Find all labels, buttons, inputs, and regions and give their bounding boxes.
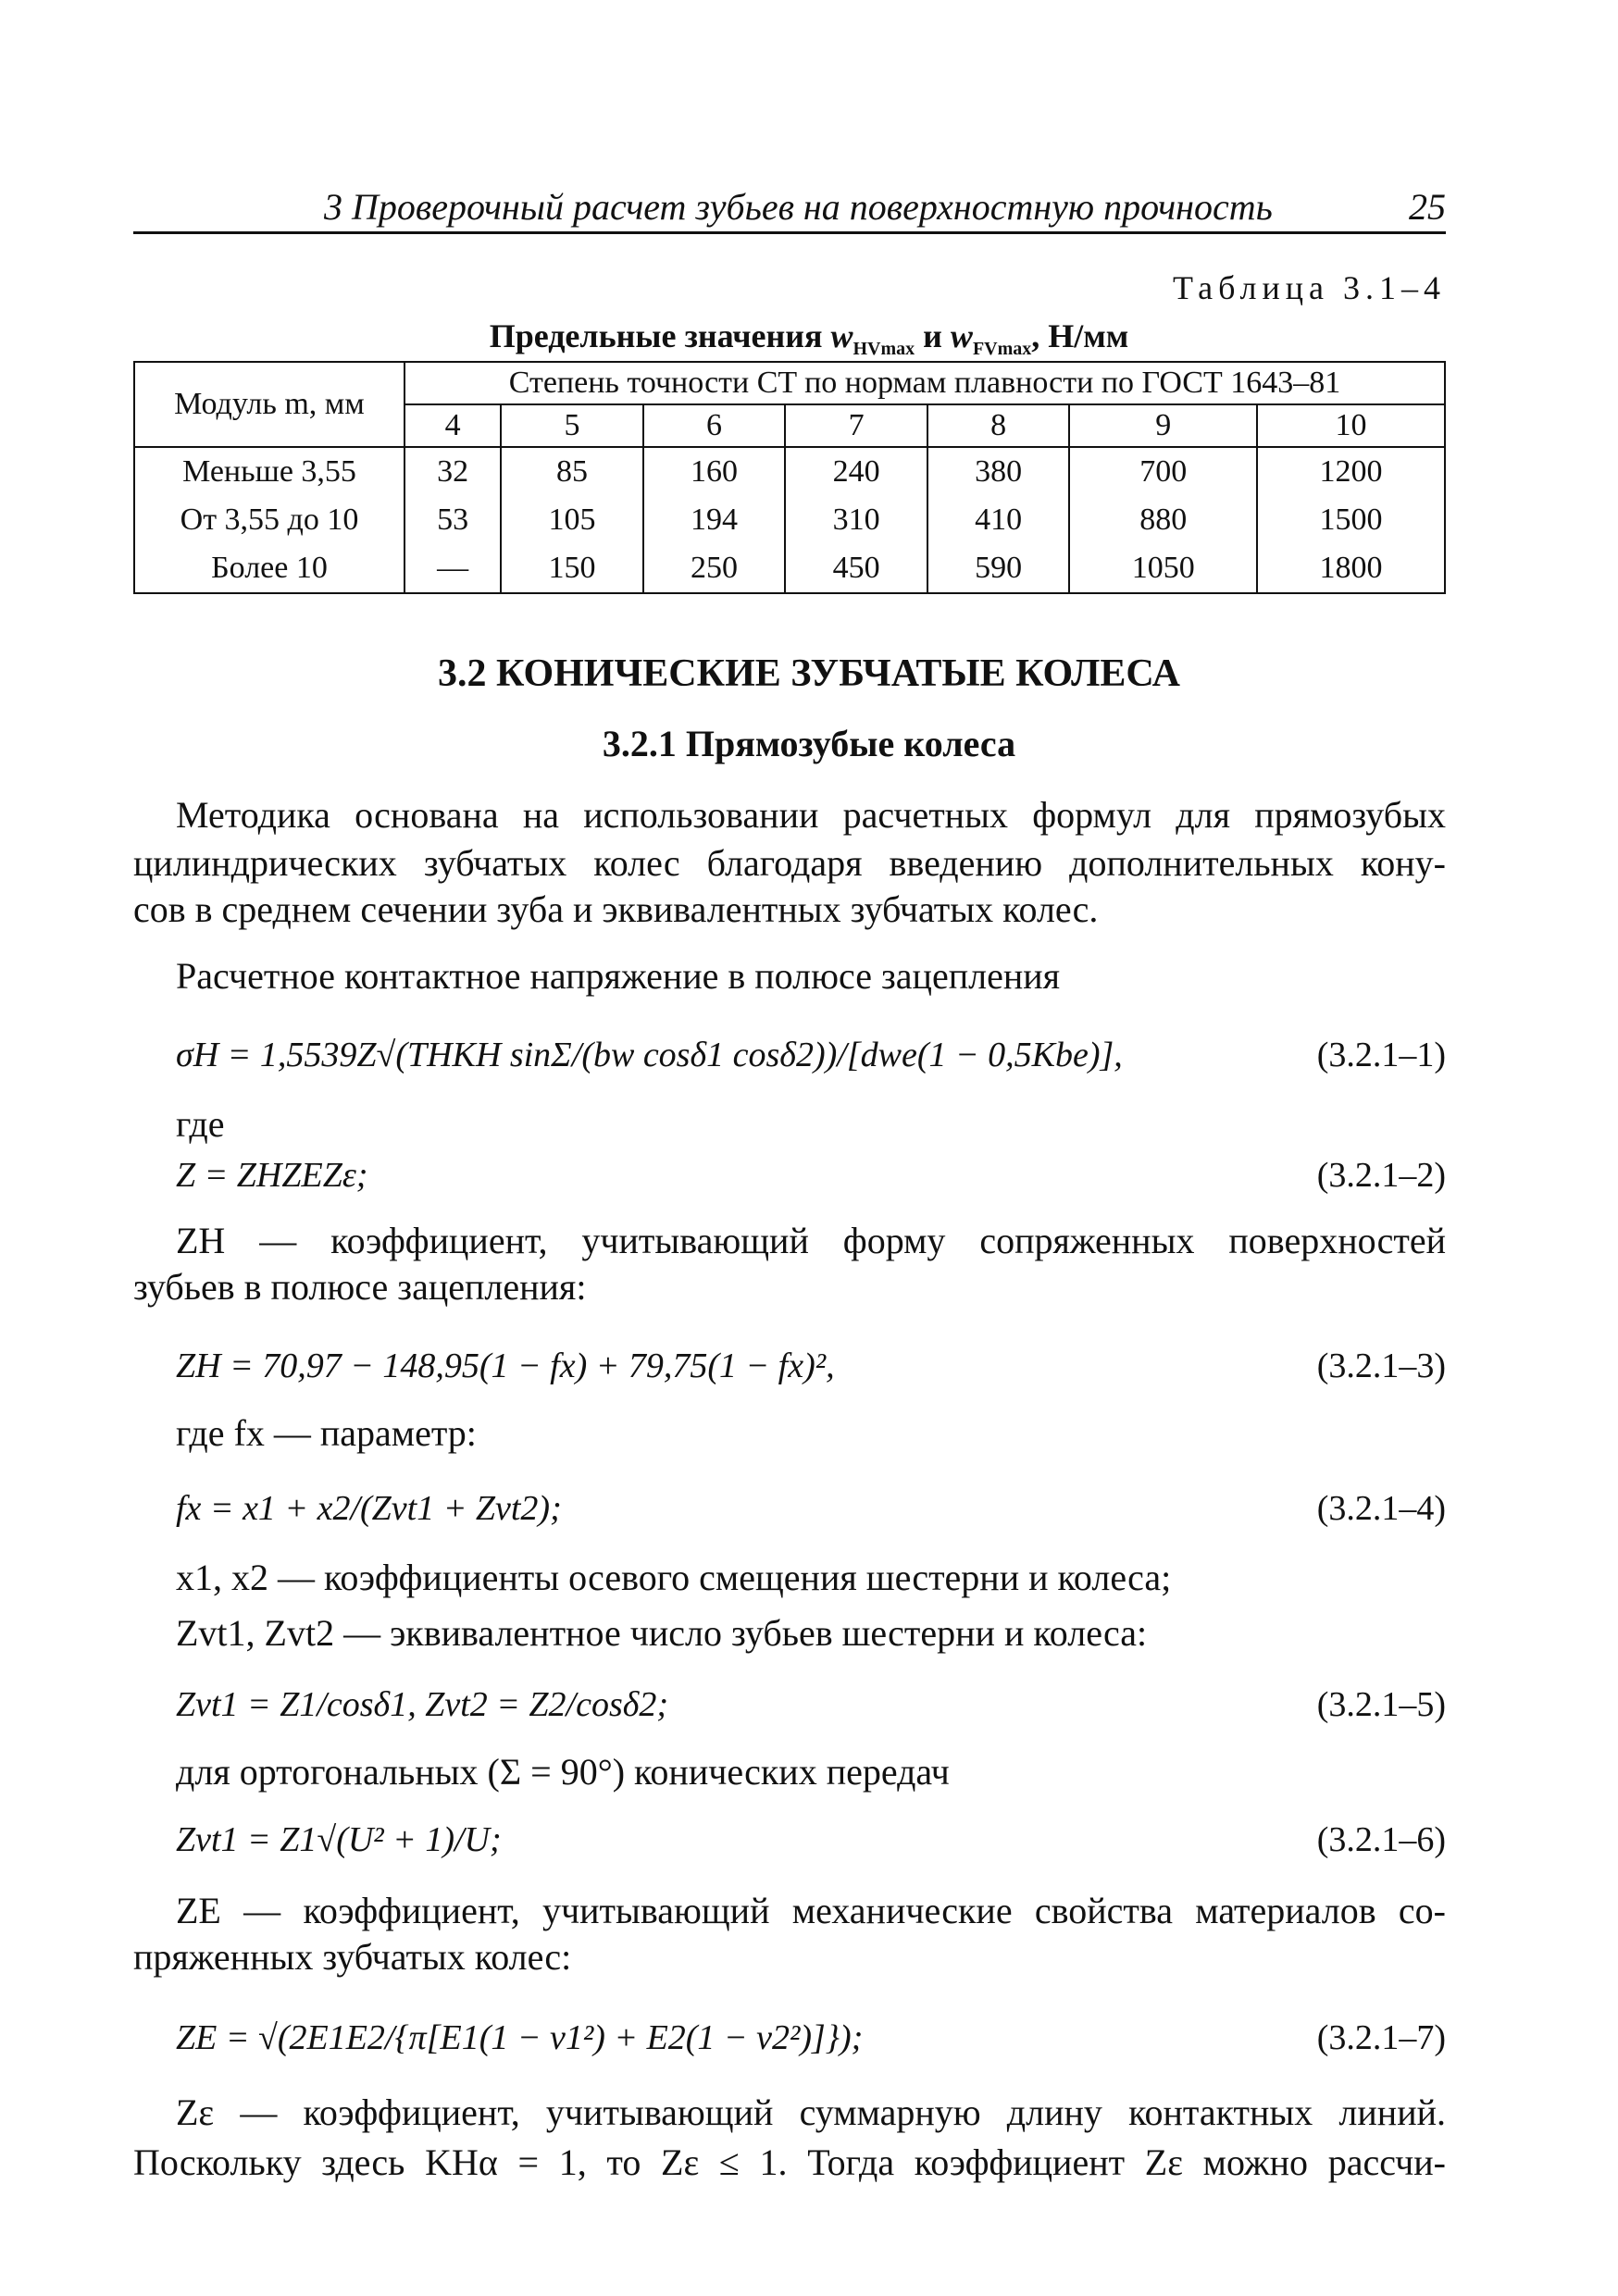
table-row [134, 496, 1445, 544]
table-label: Таблица 3.1–4 [1173, 269, 1446, 306]
equation-number: (3.2.1–2) [1316, 1156, 1446, 1195]
section-heading: 3.2 КОНИЧЕСКИЕ ЗУБЧАТЫЕ КОЛЕСА [438, 652, 1180, 695]
table-cell: 880 [1069, 496, 1257, 544]
paragraph-line: где fx — параметр: [176, 1412, 477, 1454]
equation-number: (3.2.1–5) [1316, 1685, 1446, 1724]
equation-formula: σH = 1,5539Z√(THKH sinΣ/(bw cosδ1 cosδ2))/[dwe(1 − 0,5Kbe)], [176, 1036, 1123, 1074]
equation-formula: fx = x1 + x2/(Zvt1 + Zvt2); [176, 1489, 562, 1528]
table-cell: 194 [643, 496, 786, 544]
table-cell: 150 [501, 544, 643, 593]
paragraph-line: цилиндрических зубчатых колес благодаря введению дополнительных кону- [133, 842, 1446, 884]
table-cell: — [404, 544, 501, 593]
equation-number: (3.2.1–4) [1316, 1489, 1446, 1528]
paragraph-line: x1, x2 — коэффициенты осевого смещения шестерни и колеса; [176, 1557, 1172, 1598]
table-cell: 380 [927, 447, 1070, 496]
paragraph-line: где [176, 1103, 225, 1145]
grade-cell: 4 [404, 404, 501, 447]
equation-number: (3.2.1–7) [1316, 2018, 1446, 2057]
row-label: Более 10 [134, 544, 404, 593]
header-rule [133, 231, 1446, 234]
table-cell: 1050 [1069, 544, 1257, 593]
col-header-accuracy: Степень точности CT по нормам плавности по ГОСТ 1643–81 [404, 362, 1445, 404]
paragraph-line: зубьев в полюсе зацепления: [133, 1266, 587, 1308]
table-cell: 1200 [1257, 447, 1445, 496]
equation-number: (3.2.1–3) [1316, 1347, 1446, 1385]
grade-cell: 9 [1069, 404, 1257, 447]
paragraph-line: сов в среднем сечении зуба и эквивалентных зубчатых колес. [133, 888, 1099, 930]
page-number: 25 [1409, 186, 1446, 228]
table-cell: 53 [404, 496, 501, 544]
table-cell: 32 [404, 447, 501, 496]
table-cell: 1500 [1257, 496, 1445, 544]
table-cell: 1800 [1257, 544, 1445, 593]
paragraph-line: для ортогональных (Σ = 90°) конических передач [176, 1751, 950, 1793]
paragraph-line: Zvt1, Zvt2 — эквивалентное число зубьев шестерни и колеса: [176, 1612, 1148, 1654]
equation-formula: Z = ZHZEZε; [176, 1156, 368, 1195]
limit-values-table [133, 361, 1446, 594]
grade-cell: 8 [927, 404, 1070, 447]
table-cell: 590 [927, 544, 1070, 593]
table-cell: 85 [501, 447, 643, 496]
table-cell: 160 [643, 447, 786, 496]
paragraph-line: ZH — коэффициент, учитывающий форму сопряженных поверхностей [176, 1220, 1446, 1261]
row-label: От 3,55 до 10 [134, 496, 404, 544]
paragraph-line: Поскольку здесь KHα = 1, то Zε ≤ 1. Тогда коэффициент Zε можно рассчи- [133, 2141, 1446, 2183]
equation-number: (3.2.1–6) [1316, 1820, 1446, 1859]
grade-cell: 6 [643, 404, 786, 447]
paragraph-line: Расчетное контактное напряжение в полюсе зацепления [176, 955, 1061, 997]
table-caption: Предельные значения $w_{HVmax}$ и $w_{FVmax}$, Н/мм [489, 317, 1129, 360]
table-cell: 310 [785, 496, 927, 544]
equation-number: (3.2.1–1) [1316, 1036, 1446, 1074]
paragraph-line: пряженных зубчатых колес: [133, 1936, 572, 1978]
equation-formula: Zvt1 = Z1√(U² + 1)/U; [176, 1820, 502, 1859]
running-header-title: 3 Проверочный расчет зубьев на поверхностную прочность [324, 186, 1273, 228]
table-cell: 410 [927, 496, 1070, 544]
grade-cell: 7 [785, 404, 927, 447]
row-label: Меньше 3,55 [134, 447, 404, 496]
table-cell: 105 [501, 496, 643, 544]
table-row [134, 447, 1445, 496]
table-cell: 250 [643, 544, 786, 593]
equation-formula: ZH = 70,97 − 148,95(1 − fx) + 79,75(1 − fx)², [176, 1347, 835, 1385]
paragraph-line: Zε — коэффициент, учитывающий суммарную длину контактных линий. [176, 2091, 1446, 2133]
paragraph-line: Методика основана на использовании расчетных формул для прямозубых [176, 794, 1446, 836]
table-cell: 700 [1069, 447, 1257, 496]
equation-formula: Zvt1 = Z1/cosδ1, Zvt2 = Z2/cosδ2; [176, 1685, 669, 1724]
equation-formula: ZE = √(2E1E2/{π[E1(1 − ν1²) + E2(1 − ν2²)]}); [176, 2018, 864, 2057]
table-row [134, 544, 1445, 593]
subsection-heading: 3.2.1 Прямозубые колеса [602, 723, 1016, 764]
paragraph-line: ZE — коэффициент, учитывающий механические свойства материалов со- [176, 1890, 1446, 1931]
grade-cell: 10 [1257, 404, 1445, 447]
grade-cell: 5 [501, 404, 643, 447]
table-cell: 240 [785, 447, 927, 496]
col-header-module: Модуль m, мм [134, 362, 404, 447]
table-cell: 450 [785, 544, 927, 593]
